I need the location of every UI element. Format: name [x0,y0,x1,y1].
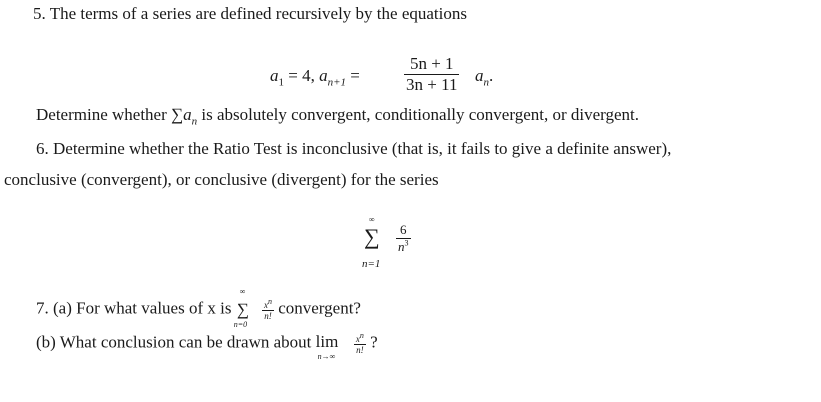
q7b-fraction [354,332,366,355]
q6-sigma: ∑ [364,224,380,249]
q7a-sigma: ∑ [236,299,249,319]
q7a-num-exp: n [267,297,272,306]
q5-intro: 5. The terms of a series are defined recursively by the equations [33,4,467,23]
q5-an1-sub: n+1 [327,76,347,89]
q7b-lim: lim [315,332,339,351]
q7a-pre: 7. (a) For what values of x is [36,298,236,318]
q6-num: 6 [396,222,411,239]
q5-ask-post: is absolutely convergent, conditionally convergent, or divergent. [197,105,640,124]
q5-an1: a [319,66,328,85]
q5-sigma: ∑ [171,105,184,124]
q5-an-sub: n [483,76,489,89]
q7b-post: ? [365,332,378,352]
q6-den-exp: 3 [404,238,409,248]
q5-question [36,105,639,127]
q5-a1: a [270,66,279,85]
q7a-num: x [263,300,268,310]
q5-end: . [489,66,494,85]
q7b-num-exp: n [359,331,364,340]
q7b-pre: (b) What conclusion can be drawn about [36,332,316,352]
q6-line1: 6. Determine whether the Ratio Test is inconclusive (that is, it fails to give a definite answer), [36,139,672,158]
q6-fraction [396,222,411,255]
q5-frac-den: 3n + 11 [406,75,458,94]
q5-ask-pre: Determine whether [36,105,171,124]
q7b-question [36,331,378,361]
q6-sum-bottom: n=1 [362,258,381,270]
q6-line2: conclusive (convergent), or conclusive (divergent) for the series [4,170,439,189]
q7a-question [36,286,361,329]
q5-a1-sub: 1 [278,76,284,89]
q7a-post: convergent? [273,298,361,318]
q7a-fraction [262,298,274,321]
q6-series [362,216,442,276]
q5-fraction [404,54,459,95]
q7a-sum-bottom: n=0 [233,319,248,329]
q5-ask-sub: n [191,115,198,128]
q5-an: a [475,66,484,85]
q5-ask-a: a [183,105,192,124]
q7a-den: n! [264,311,272,321]
q5-frac-num: 5n + 1 [404,54,459,75]
q7b-num: x [355,334,360,344]
q6-den-base: n [398,239,405,254]
q5-eq: = [346,66,360,85]
q5-a1-val: = 4, [284,66,320,85]
q6-sum-top: ∞ [369,215,375,224]
q7a-sum-top: ∞ [239,286,246,296]
q7b-lim-sub: n→∞ [317,352,336,361]
q7b-den: n! [356,345,364,355]
